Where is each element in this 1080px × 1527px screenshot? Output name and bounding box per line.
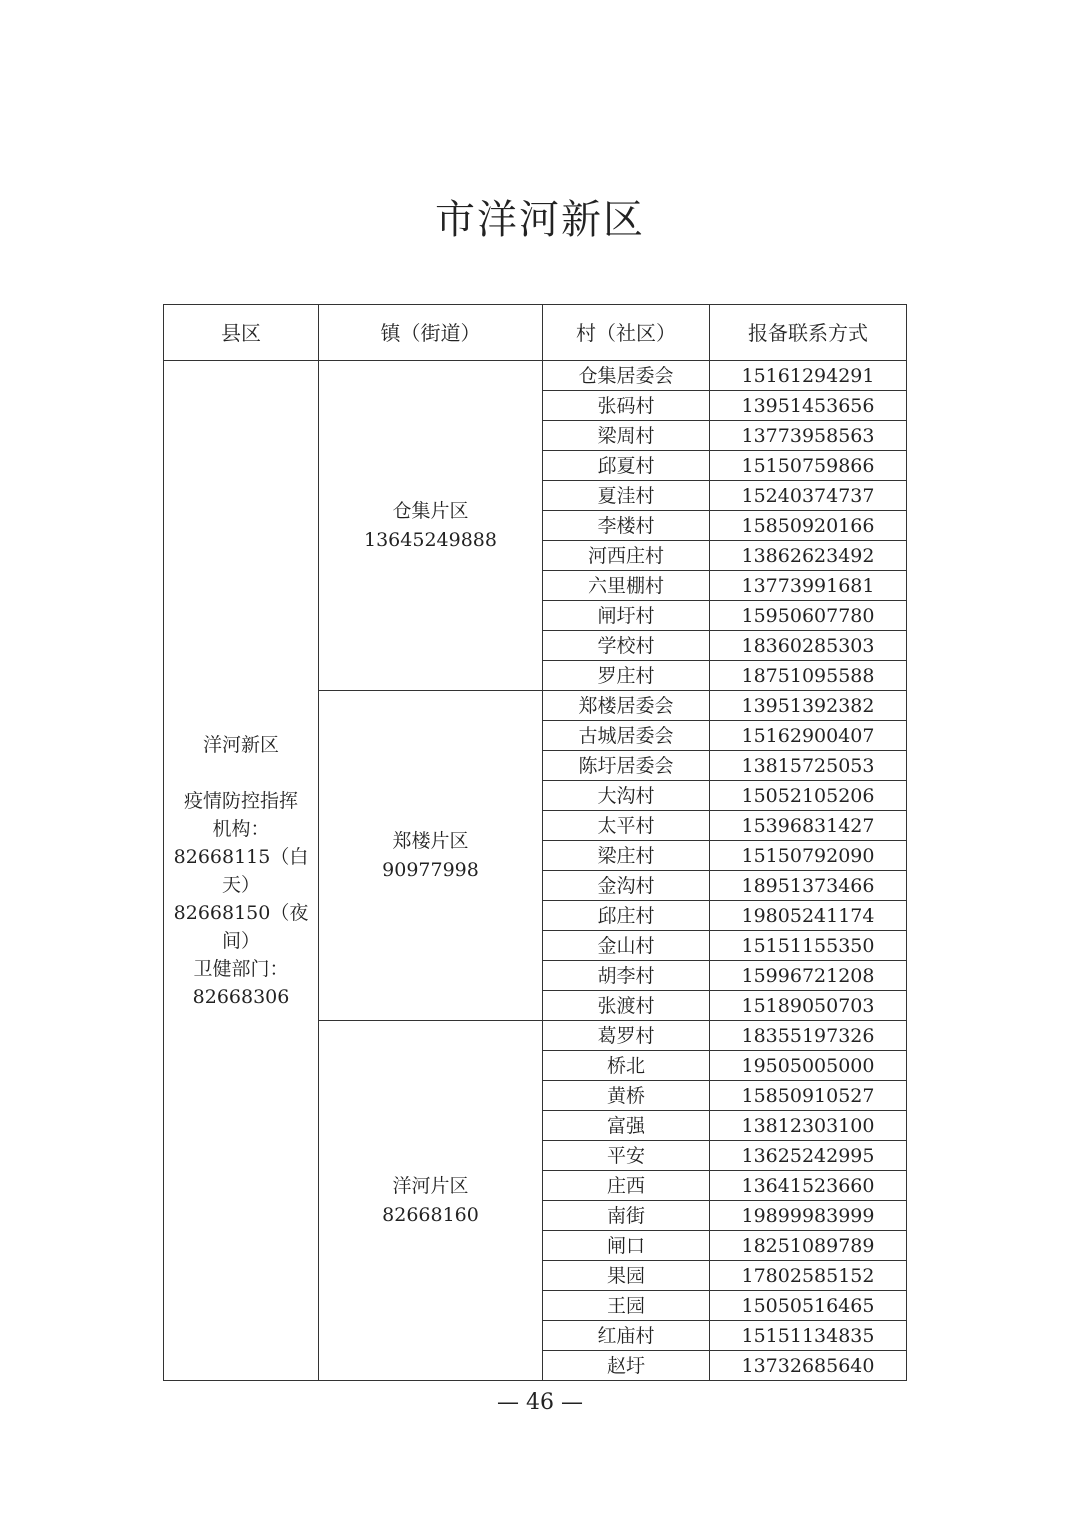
village-name: 学校村 [543,631,710,661]
village-name: 黄桥 [543,1081,710,1111]
county-contact-line: 卫健部门： [193,957,289,980]
county-contact-line: 机构： [212,817,270,840]
village-phone: 19505005000 [710,1051,907,1081]
village-name: 闸圩村 [543,601,710,631]
village-phone: 15996721208 [710,961,907,991]
county-contact-line: 82668150（夜 [173,901,309,924]
village-name: 李楼村 [543,511,710,541]
village-phone: 15950607780 [710,601,907,631]
village-phone: 13773958563 [710,421,907,451]
village-phone: 18360285303 [710,631,907,661]
village-phone: 15850910527 [710,1081,907,1111]
town-cell [319,1021,543,1381]
village-phone: 15161294291 [710,361,907,391]
village-name: 梁庄村 [543,841,710,871]
header-village: 村（社区） [543,305,710,361]
village-phone: 13951392382 [710,691,907,721]
village-name: 葛罗村 [543,1021,710,1051]
village-name: 郑楼居委会 [543,691,710,721]
town-phone: 13645249888 [364,528,497,551]
village-phone: 19899983999 [710,1201,907,1231]
village-name: 闸口 [543,1231,710,1261]
town-phone: 90977998 [382,858,479,881]
county-name: 洋河新区 [202,733,279,756]
town-name: 仓集片区 [392,499,469,522]
village-name: 桥北 [543,1051,710,1081]
page-number: — 46 — [497,1390,583,1415]
village-phone: 13625242995 [710,1141,907,1171]
header-contact: 报备联系方式 [710,305,907,361]
county-contact-line: 间） [221,929,260,952]
village-phone: 15151155350 [710,931,907,961]
village-phone: 15150792090 [710,841,907,871]
village-name: 富强 [543,1111,710,1141]
town-cell [319,361,543,691]
village-name: 邱庄村 [543,901,710,931]
village-phone: 19805241174 [710,901,907,931]
village-phone: 18355197326 [710,1021,907,1051]
village-name: 果园 [543,1261,710,1291]
village-name: 王园 [543,1291,710,1321]
village-name: 夏洼村 [543,481,710,511]
village-name: 邱夏村 [543,451,710,481]
village-phone: 15052105206 [710,781,907,811]
village-name: 河西庄村 [543,541,710,571]
county-cell [164,361,319,1381]
village-name: 太平村 [543,811,710,841]
village-phone: 15189050703 [710,991,907,1021]
table-row [164,361,907,391]
county-contact-line: 82668115（白 [173,845,309,868]
town-name: 郑楼片区 [392,829,469,852]
town-cell [319,691,543,1021]
town-phone: 82668160 [382,1203,479,1226]
village-name: 金山村 [543,931,710,961]
county-contact-line: 82668306 [192,985,290,1008]
village-name: 红庙村 [543,1321,710,1351]
village-phone: 13815725053 [710,751,907,781]
village-phone: 18751095588 [710,661,907,691]
village-phone: 15850920166 [710,511,907,541]
county-contact-line: 天） [221,873,260,896]
village-phone: 15162900407 [710,721,907,751]
header-town: 镇（街道） [319,305,543,361]
village-phone: 13732685640 [710,1351,907,1381]
village-name: 金沟村 [543,871,710,901]
village-phone: 15396831427 [710,811,907,841]
village-name: 南街 [543,1201,710,1231]
header-county: 县区 [164,305,319,361]
village-name: 罗庄村 [543,661,710,691]
village-name: 古城居委会 [543,721,710,751]
contact-table [163,304,907,1381]
table-body [164,361,907,1381]
village-name: 张渡村 [543,991,710,1021]
page-title: 市洋河新区 [435,197,645,243]
town-name: 洋河片区 [392,1174,469,1197]
village-phone: 15050516465 [710,1291,907,1321]
village-phone: 18951373466 [710,871,907,901]
village-phone: 13862623492 [710,541,907,571]
village-phone: 15150759866 [710,451,907,481]
village-name: 平安 [543,1141,710,1171]
village-phone: 13773991681 [710,571,907,601]
village-name: 胡李村 [543,961,710,991]
village-name: 大沟村 [543,781,710,811]
village-name: 赵圩 [543,1351,710,1381]
county-contact-line: 疫情防控指挥 [183,789,298,812]
village-name: 六里棚村 [543,571,710,601]
village-phone: 17802585152 [710,1261,907,1291]
village-phone: 13641523660 [710,1171,907,1201]
village-phone: 18251089789 [710,1231,907,1261]
village-name: 梁周村 [543,421,710,451]
village-phone: 15240374737 [710,481,907,511]
village-name: 陈圩居委会 [543,751,710,781]
village-name: 庄西 [543,1171,710,1201]
village-name: 仓集居委会 [543,361,710,391]
village-phone: 15151134835 [710,1321,907,1351]
table-header-row [164,305,907,361]
village-name: 张码村 [543,391,710,421]
village-phone: 13812303100 [710,1111,907,1141]
village-phone: 13951453656 [710,391,907,421]
